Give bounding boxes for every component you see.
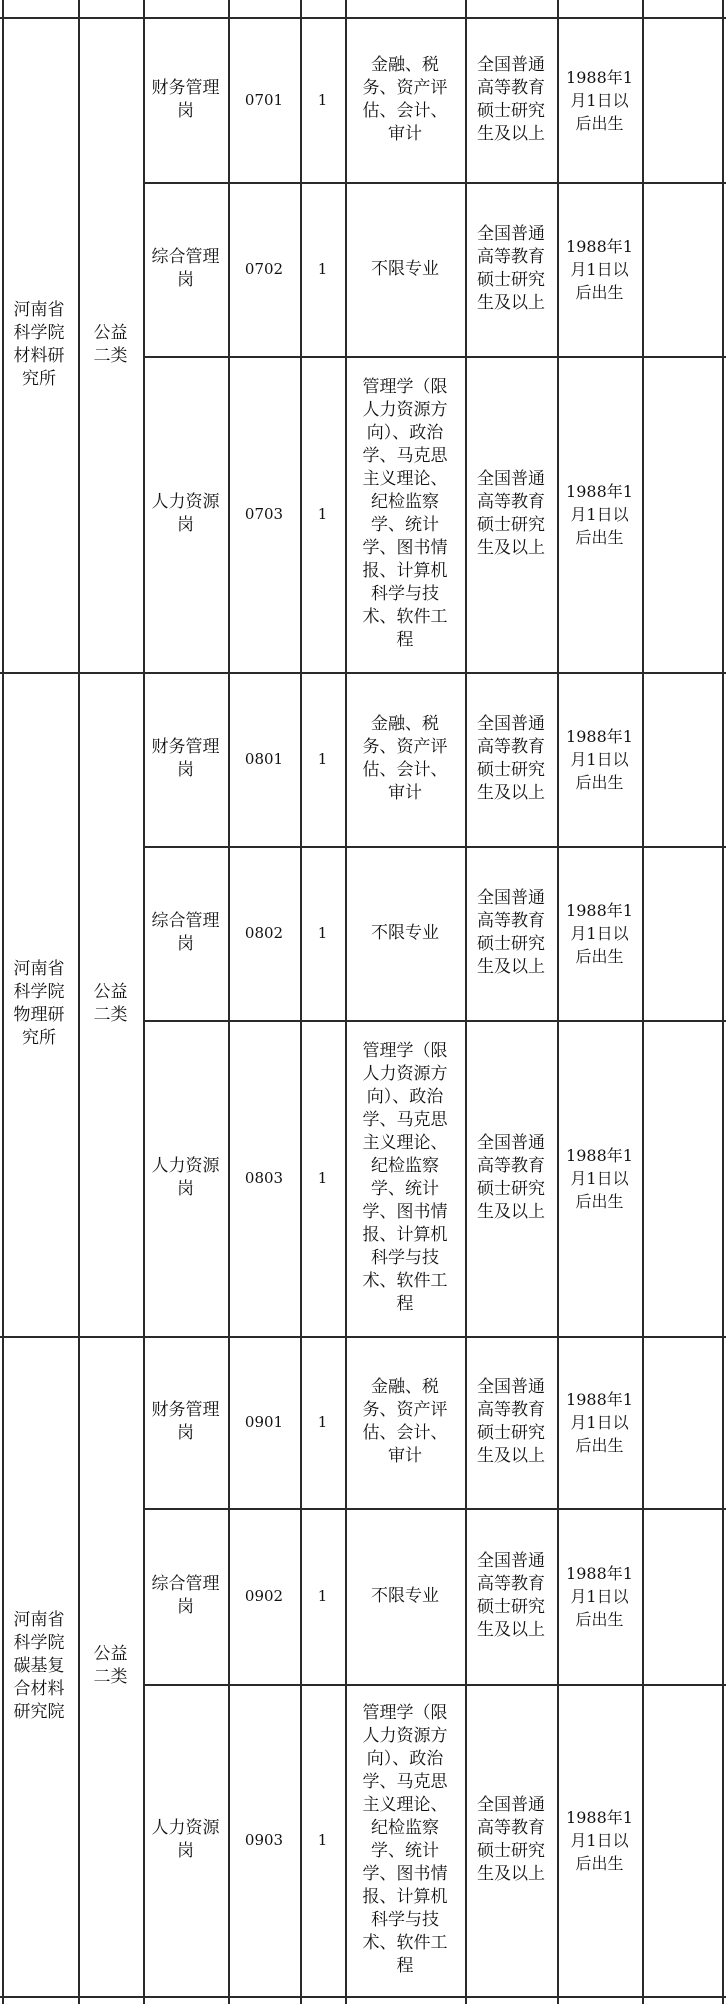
table-hline	[0, 1996, 726, 1998]
position-education-cell-text: 全国普通高等教育硕士研究生及以上	[477, 1377, 545, 1466]
position-major-cell	[345, 356, 465, 672]
position-education-cell	[465, 1684, 557, 1996]
position-major-cell-text: 不限专业	[371, 258, 439, 279]
position-education-cell-text: 全国普通高等教育硕士研究生及以上	[477, 1133, 545, 1222]
position-count-cell-text: 1	[317, 1168, 328, 1187]
position-code-cell-text: 0901	[244, 1412, 284, 1431]
position-age-cell	[557, 846, 642, 1020]
unit-name-cell-text: 河南省科学院材料研究所	[13, 300, 65, 389]
position-age-cell-text: 1988年1月1日以后出生	[566, 236, 633, 302]
position-education-cell-text: 全国普通高等教育硕士研究生及以上	[477, 1795, 545, 1884]
position-major-cell-text: 金融、税务、资产评估、会计、审计	[362, 714, 448, 803]
position-code-cell	[228, 1684, 300, 1996]
position-age-cell-text: 1988年1月1日以后出生	[566, 67, 633, 133]
position-title-cell	[143, 1020, 228, 1336]
position-major-cell-text: 管理学（限人力资源方向）、政治学、马克思主义理论、纪检监察学、统计学、图书情报、计算机科学与技术、软件工程	[362, 1703, 448, 1976]
position-count-cell-text: 1	[317, 1830, 328, 1849]
position-count-cell-text: 1	[317, 1586, 328, 1605]
position-education-cell-text: 全国普通高等教育硕士研究生及以上	[477, 714, 545, 803]
position-title-cell-text: 综合管理岗	[151, 911, 220, 954]
unit-name-cell-text: 河南省科学院碳基复合材料研究院	[13, 1609, 65, 1722]
position-title-cell	[143, 1684, 228, 1996]
position-age-cell-text: 1988年1月1日以后出生	[566, 1389, 633, 1455]
position-major-cell	[345, 1336, 465, 1508]
position-major-cell-text: 不限专业	[371, 922, 439, 943]
position-major-cell	[345, 18, 465, 182]
position-code-cell	[228, 1508, 300, 1684]
position-code-cell	[228, 672, 300, 846]
position-count-cell	[300, 182, 345, 356]
position-count-cell-text: 1	[317, 749, 328, 768]
position-age-cell-text: 1988年1月1日以后出生	[566, 1145, 633, 1211]
position-code-cell	[228, 1020, 300, 1336]
position-count-cell	[300, 846, 345, 1020]
position-count-cell	[300, 1508, 345, 1684]
position-title-cell-text: 财务管理岗	[151, 737, 220, 780]
unit-category-cell	[78, 18, 143, 672]
position-age-cell-text: 1988年1月1日以后出生	[566, 1807, 633, 1873]
position-education-cell-text: 全国普通高等教育硕士研究生及以上	[477, 469, 545, 558]
position-code-cell-text: 0902	[244, 1586, 284, 1605]
position-count-cell	[300, 1020, 345, 1336]
position-code-cell-text: 0702	[244, 259, 284, 278]
position-education-cell	[465, 1508, 557, 1684]
position-major-cell	[345, 672, 465, 846]
position-age-cell	[557, 182, 642, 356]
unit-category-cell-text: 公益二类	[93, 982, 128, 1025]
position-education-cell	[465, 356, 557, 672]
position-age-cell	[557, 18, 642, 182]
position-title-cell	[143, 18, 228, 182]
position-age-cell	[557, 1020, 642, 1336]
position-age-cell	[557, 1508, 642, 1684]
remarks-cell	[642, 1684, 726, 1996]
position-major-cell	[345, 846, 465, 1020]
position-major-cell	[345, 182, 465, 356]
remarks-cell	[642, 356, 726, 672]
remarks-cell	[642, 18, 726, 182]
position-count-cell	[300, 1336, 345, 1508]
position-count-cell-text: 1	[317, 259, 328, 278]
position-count-cell-text: 1	[317, 90, 328, 109]
remarks-cell	[642, 846, 726, 1020]
position-major-cell-text: 管理学（限人力资源方向）、政治学、马克思主义理论、纪检监察学、统计学、图书情报、计算机科学与技术、软件工程	[362, 377, 448, 650]
remarks-cell	[642, 1336, 726, 1508]
position-code-cell-text: 0803	[244, 1168, 284, 1187]
position-age-cell	[557, 672, 642, 846]
position-title-cell-text: 综合管理岗	[151, 1574, 220, 1617]
remarks-cell	[642, 182, 726, 356]
position-code-cell	[228, 182, 300, 356]
remarks-cell	[642, 672, 726, 846]
position-title-cell	[143, 182, 228, 356]
position-code-cell	[228, 846, 300, 1020]
position-code-cell-text: 0703	[244, 504, 284, 523]
position-education-cell	[465, 1020, 557, 1336]
position-title-cell-text: 综合管理岗	[151, 247, 220, 290]
position-code-cell	[228, 18, 300, 182]
position-code-cell	[228, 356, 300, 672]
position-count-cell-text: 1	[317, 504, 328, 523]
position-education-cell	[465, 18, 557, 182]
position-age-cell	[557, 356, 642, 672]
position-major-cell-text: 金融、税务、资产评估、会计、审计	[362, 1377, 448, 1466]
position-code-cell	[228, 1336, 300, 1508]
position-major-cell-text: 管理学（限人力资源方向）、政治学、马克思主义理论、纪检监察学、统计学、图书情报、计算机科学与技术、软件工程	[362, 1041, 448, 1314]
unit-category-cell-text: 公益二类	[93, 323, 128, 366]
unit-category-cell	[78, 1336, 143, 1996]
position-major-cell-text: 金融、税务、资产评估、会计、审计	[362, 55, 448, 144]
position-age-cell	[557, 1684, 642, 1996]
unit-name-cell	[0, 672, 78, 1336]
position-title-cell-text: 财务管理岗	[151, 1400, 220, 1443]
position-education-cell-text: 全国普通高等教育硕士研究生及以上	[477, 55, 545, 144]
position-code-cell-text: 0802	[244, 923, 284, 942]
unit-category-cell-text: 公益二类	[93, 1644, 128, 1687]
position-title-cell	[143, 356, 228, 672]
position-count-cell	[300, 18, 345, 182]
position-age-cell-text: 1988年1月1日以后出生	[566, 1563, 633, 1629]
position-title-cell-text: 财务管理岗	[151, 78, 220, 121]
position-age-cell-text: 1988年1月1日以后出生	[566, 481, 633, 547]
position-age-cell-text: 1988年1月1日以后出生	[566, 726, 633, 792]
position-count-cell-text: 1	[317, 1412, 328, 1431]
position-count-cell	[300, 672, 345, 846]
position-age-cell	[557, 1336, 642, 1508]
position-count-cell-text: 1	[317, 923, 328, 942]
position-code-cell-text: 0903	[244, 1830, 284, 1849]
unit-category-cell	[78, 672, 143, 1336]
position-major-cell	[345, 1508, 465, 1684]
position-major-cell-text: 不限专业	[371, 1585, 439, 1606]
position-code-cell-text: 0801	[244, 749, 284, 768]
position-major-cell	[345, 1020, 465, 1336]
unit-name-cell	[0, 1336, 78, 1996]
position-education-cell-text: 全国普通高等教育硕士研究生及以上	[477, 224, 545, 313]
position-title-cell-text: 人力资源岗	[151, 1156, 220, 1199]
position-major-cell	[345, 1684, 465, 1996]
position-education-cell	[465, 672, 557, 846]
position-title-cell-text: 人力资源岗	[151, 492, 220, 535]
position-title-cell	[143, 846, 228, 1020]
position-title-cell	[143, 1508, 228, 1684]
position-title-cell	[143, 1336, 228, 1508]
position-education-cell	[465, 1336, 557, 1508]
position-count-cell	[300, 1684, 345, 1996]
remarks-cell	[642, 1020, 726, 1336]
position-education-cell	[465, 846, 557, 1020]
position-age-cell-text: 1988年1月1日以后出生	[566, 900, 633, 966]
position-count-cell	[300, 356, 345, 672]
position-education-cell	[465, 182, 557, 356]
unit-name-cell-text: 河南省科学院物理研究所	[13, 959, 65, 1048]
remarks-cell	[642, 1508, 726, 1684]
unit-name-cell	[0, 18, 78, 672]
position-education-cell-text: 全国普通高等教育硕士研究生及以上	[477, 1551, 545, 1640]
position-code-cell-text: 0701	[244, 90, 284, 109]
position-title-cell	[143, 672, 228, 846]
position-education-cell-text: 全国普通高等教育硕士研究生及以上	[477, 888, 545, 977]
position-title-cell-text: 人力资源岗	[151, 1818, 220, 1861]
